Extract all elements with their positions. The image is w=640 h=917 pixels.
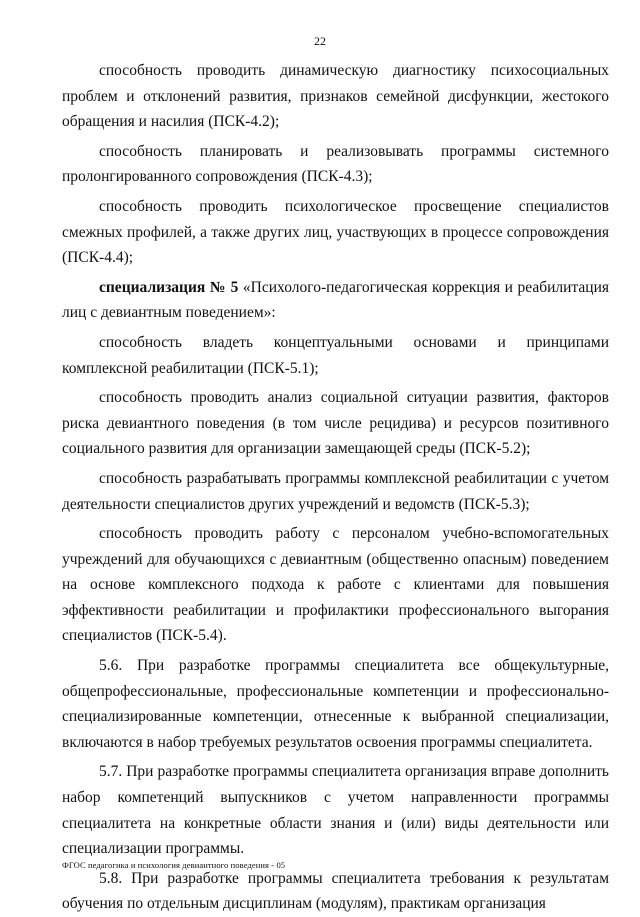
specialization-title: «Психолого-педагогическая коррекция и реабилитация лиц с девиантным поведением»:: [62, 278, 609, 322]
paragraph-5-8: 5.8. При разработке программы специалитета требования к результатам обучения по отдельным дисциплинам (модулям), практикам организация: [62, 869, 609, 913]
paragraph-psk-4-4: способность проводить психологическое просвещение специалистов смежных профилей, а также других лиц, участвующих в процессе сопровождения (ПСК-4.4);: [62, 197, 609, 267]
paragraph-psk-5-2: способность проводить анализ социальной ситуации развития, факторов риска девиантного поведения (в том числе рецидива) и ресурсов позитивного социального развития для организации замещающей среды (ПСК-5.2);: [62, 389, 609, 458]
paragraph-psk-4-2: способность проводить динамическую диагностику психосоциальных проблем и отклонений развития, признаков семейной дисфункции, жестокого обращения и насилия (ПСК-4.2);: [62, 62, 609, 131]
page-number: 22: [314, 34, 326, 48]
document-body: [62, 58, 609, 917]
paragraph-psk-5-4: способность проводить работу с персоналом учебно-вспомогательных учреждений для обучающихся с девиантным (общественно опасным) поведением на основе комплексного подхода к работе с клиентами для повышения эффективности реабилитации и профилактики профессионального выгорания специалистов (ПСК-5.4).: [62, 525, 609, 645]
paragraph-psk-5-3: способность разрабатывать программы комплексной реабилитации с учетом деятельности специалистов других учреждений и ведомств (ПСК-5.3);: [62, 469, 609, 513]
paragraph-specialization-5: [62, 275, 609, 326]
paragraph-5-7: 5.7. При разработке программы специалитета организация вправе дополнить набор компетенций выпускников с учетом направленности программы специалитета на конкретные области знания и (или) виды деятельности или специализации программы.: [62, 763, 609, 858]
specialization-label: специализация № 5: [99, 278, 239, 296]
paragraph-psk-4-3: способность планировать и реализовывать программы системного пролонгированного сопровождения (ПСК-4.3);: [62, 142, 609, 186]
page-footer: ФГОС педагогика и психология девиантного поведения - 05: [62, 860, 286, 870]
paragraph-psk-5-1: способность владеть концептуальными основами и принципами комплексной реабилитации (ПСК-5.1);: [62, 333, 609, 377]
paragraph-5-6: 5.6. При разработке программы специалитета все общекультурные, общепрофессиональные, профессиональные компетенции и профессионально-специализированные компетенции, отнесенные к выбранной специализации, включаются в набор требуемых результатов освоения программы специалитета.: [62, 657, 609, 751]
